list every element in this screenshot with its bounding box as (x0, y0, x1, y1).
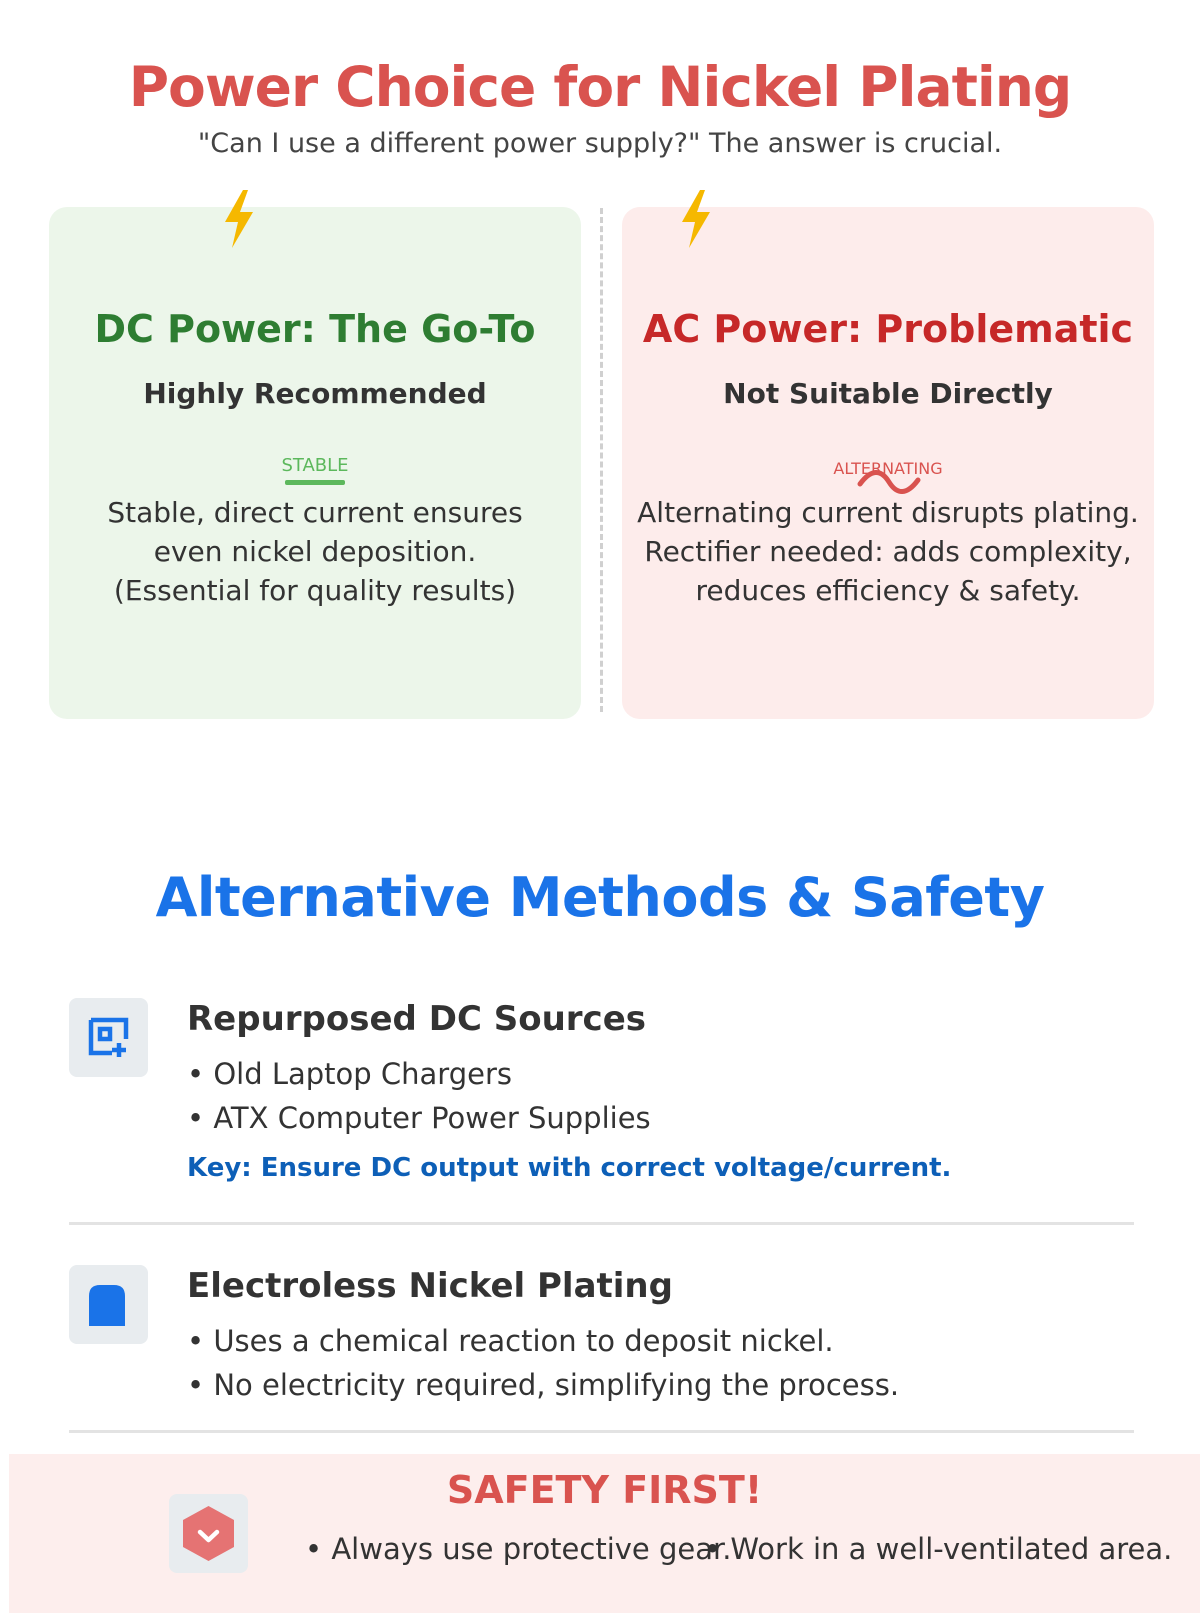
method-list (187, 1052, 651, 1140)
list-item: • ATX Computer Power Supplies (187, 1101, 651, 1135)
ac-card-description: Alternating current disrupts plating. Rectifier needed: adds complexity, reduces efficiency & safety. (637, 496, 1139, 607)
lightning-bolt-icon (678, 190, 714, 248)
safety-item: • Always use protective gear. (305, 1532, 732, 1566)
list-item: • Old Laptop Chargers (187, 1057, 513, 1091)
alternating-wave-label: ALTERNATING (833, 459, 943, 478)
power-adapter-icon (69, 998, 148, 1077)
alternatives-title: Alternative Methods & Safety (155, 866, 1045, 929)
dc-card-subtitle: Highly Recommended (143, 377, 487, 410)
ac-power-card (622, 207, 1154, 719)
stable-wave-label: STABLE (281, 455, 349, 476)
page-subtitle: "Can I use a different power supply?" The answer is crucial. (197, 128, 1003, 159)
beaker-icon (69, 1265, 148, 1344)
list-item: • Uses a chemical reaction to deposit nickel. (187, 1324, 834, 1358)
list-item: • No electricity required, simplifying the process. (187, 1368, 900, 1402)
method-list (187, 1319, 899, 1407)
section-divider (69, 1222, 1134, 1225)
section-divider (69, 1430, 1134, 1433)
method-key-note: Key: Ensure DC output with correct voltage/current. (187, 1153, 952, 1183)
safety-title: SAFETY FIRST! (446, 1468, 763, 1512)
dc-card-description: Stable, direct current ensures even nickel deposition. (Essential for quality results) (107, 496, 523, 607)
dc-power-card (49, 207, 581, 719)
alternating-wave-icon (857, 469, 921, 495)
method-title: Electroless Nickel Plating (187, 1266, 673, 1306)
safety-banner (9, 1454, 1200, 1613)
ac-card-title: AC Power: Problematic (642, 307, 1134, 351)
card-divider (600, 208, 603, 712)
safety-item: • Work in a well-ventilated area. (704, 1532, 1173, 1566)
page-title: Power Choice for Nickel Plating (128, 55, 1072, 119)
lightning-bolt-icon (221, 190, 257, 248)
dc-card-title: DC Power: The Go-To (94, 307, 536, 351)
ac-card-subtitle: Not Suitable Directly (723, 377, 1053, 410)
method-title: Repurposed DC Sources (187, 999, 646, 1039)
stable-wave-line (285, 480, 345, 485)
